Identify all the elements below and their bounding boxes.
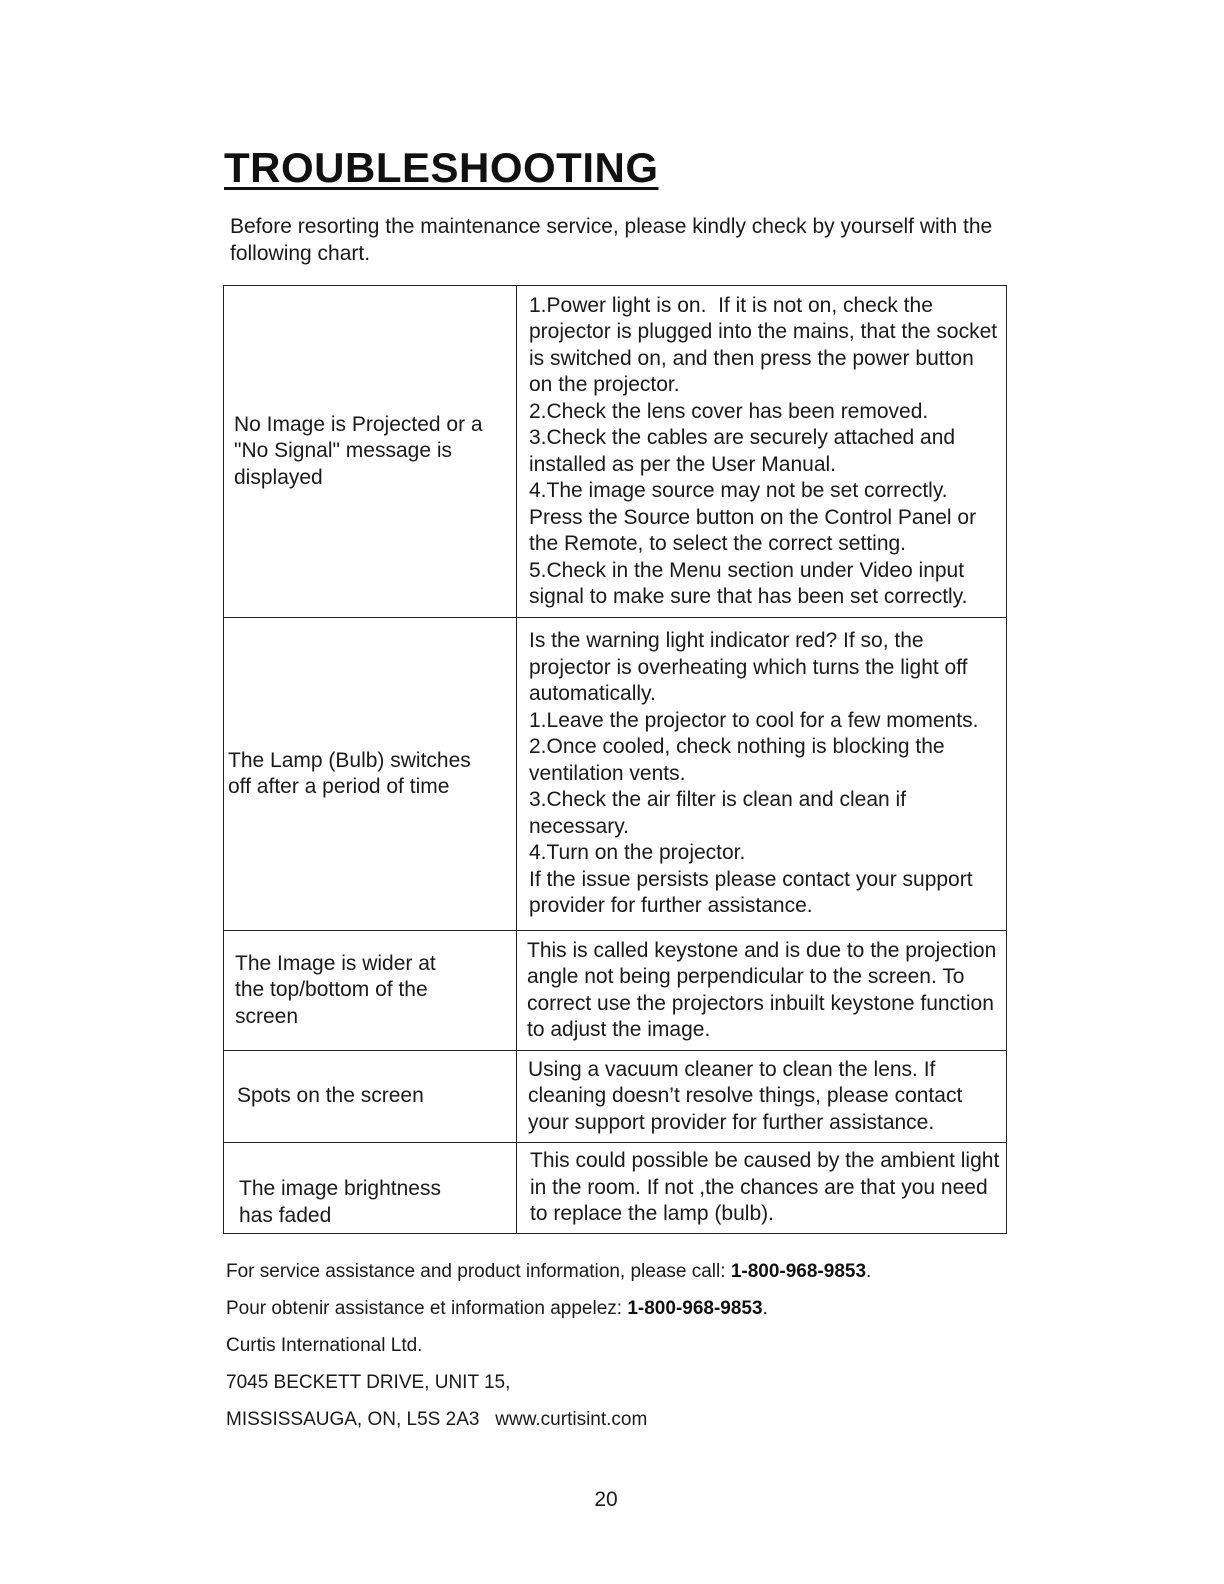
solution-line: 1.Leave the projector to cool for a few moments. (529, 708, 979, 732)
solution-cell (517, 1143, 1007, 1234)
solution-line: 3.Check the air filter is clean and clean if necessary. (529, 788, 912, 838)
problem-cell (224, 1143, 517, 1234)
address-line-1: 7045 BECKETT DRIVE, UNIT 15, (226, 1372, 511, 1393)
solution-cell (517, 618, 1007, 931)
table-row (224, 286, 1007, 618)
solution-line: If the issue persists please contact your support provider for further assistance. (529, 867, 979, 918)
troubleshooting-table (223, 285, 1007, 1234)
solution-line: This could possible be caused by the ambient light in the room. If not ,the chances are that you need to replace the lamp (bulb). (530, 1149, 1006, 1226)
solution-line: 3.Check the cables are securely attached and installed as per the User Manual. (529, 426, 961, 476)
problem-cell (224, 1051, 517, 1143)
contact-footer (226, 1258, 871, 1443)
table-row (224, 1143, 1007, 1234)
problem-cell (224, 286, 517, 618)
website-link: www.curtisint.com (495, 1409, 648, 1430)
table-row (224, 1051, 1007, 1143)
solution-line: Using a vacuum cleaner to clean the lens. If cleaning doesn’t resolve things, please contact your support provider for further assistance. (528, 1057, 969, 1134)
solution-line: 4.Turn on the projector. (529, 841, 746, 865)
page-number: 20 (594, 1488, 618, 1511)
solution-cell (517, 1051, 1007, 1143)
table-row (224, 931, 1007, 1051)
address-city: MISSISSAUGA, ON, L5S 2A3 (226, 1409, 480, 1430)
solution-line: 5.Check in the Menu section under Video input signal to make sure that has been set correctly. (529, 558, 970, 608)
service-fr-text: Pour obtenir assistance et information appelez: (226, 1298, 628, 1319)
problem-text: The Image is wider at the top/bottom of the screen (235, 951, 436, 1028)
page-title: TROUBLESHOOTING (224, 144, 659, 191)
phone-number-en: 1-800-968-9853 (730, 1261, 867, 1282)
service-line-fr: Pour obtenir assistance et information appelez: 1-800-968-9853. (226, 1298, 768, 1319)
solution-line: 2.Once cooled, check nothing is blocking the ventilation vents. (529, 735, 951, 785)
problem-text: The Lamp (Bulb) switches off after a period of time (228, 748, 471, 798)
service-en-text: For service assistance and product information, please call: (226, 1261, 731, 1282)
solution-cell (517, 286, 1007, 618)
solution-line: 2.Check the lens cover has been removed. (529, 399, 929, 423)
solution-line: This is called keystone and is due to the projection angle not being perpendicular to the screen. To correct use the projectors inbuilt keystone function to adjust the image. (527, 938, 1003, 1041)
address-line-2 (226, 1406, 871, 1443)
problem-text: Spots on the screen (237, 1084, 424, 1108)
solution-line: 4.The image source may not be set correctly. Press the Source button on the Control Panel or the Remote, to select the correct setting. (529, 479, 982, 555)
phone-number-fr: 1-800-968-9853 (627, 1298, 763, 1319)
intro-text: Before resorting the maintenance service, please kindly check by yourself with the following chart. (230, 215, 993, 265)
solution-cell (517, 931, 1007, 1051)
problem-cell (224, 618, 517, 931)
solution-line: Is the warning light indicator red? If so, the projector is overheating which turns the light off automatically. (529, 629, 974, 706)
problem-text: The image brightness has faded (239, 1177, 441, 1227)
table-row (224, 618, 1007, 931)
company-name: Curtis International Ltd. (226, 1335, 423, 1356)
problem-cell (224, 931, 517, 1051)
problem-text: No Image is Projected or a "No Signal" message is displayed (234, 412, 483, 489)
service-line-en: For service assistance and product information, please call: 1-800-968-9853. (226, 1261, 872, 1282)
solution-line: 1.Power light is on. If it is not on, check the projector is plugged into the mains, that the socket is switched on, and then press the power button on the projector. (529, 293, 1003, 396)
